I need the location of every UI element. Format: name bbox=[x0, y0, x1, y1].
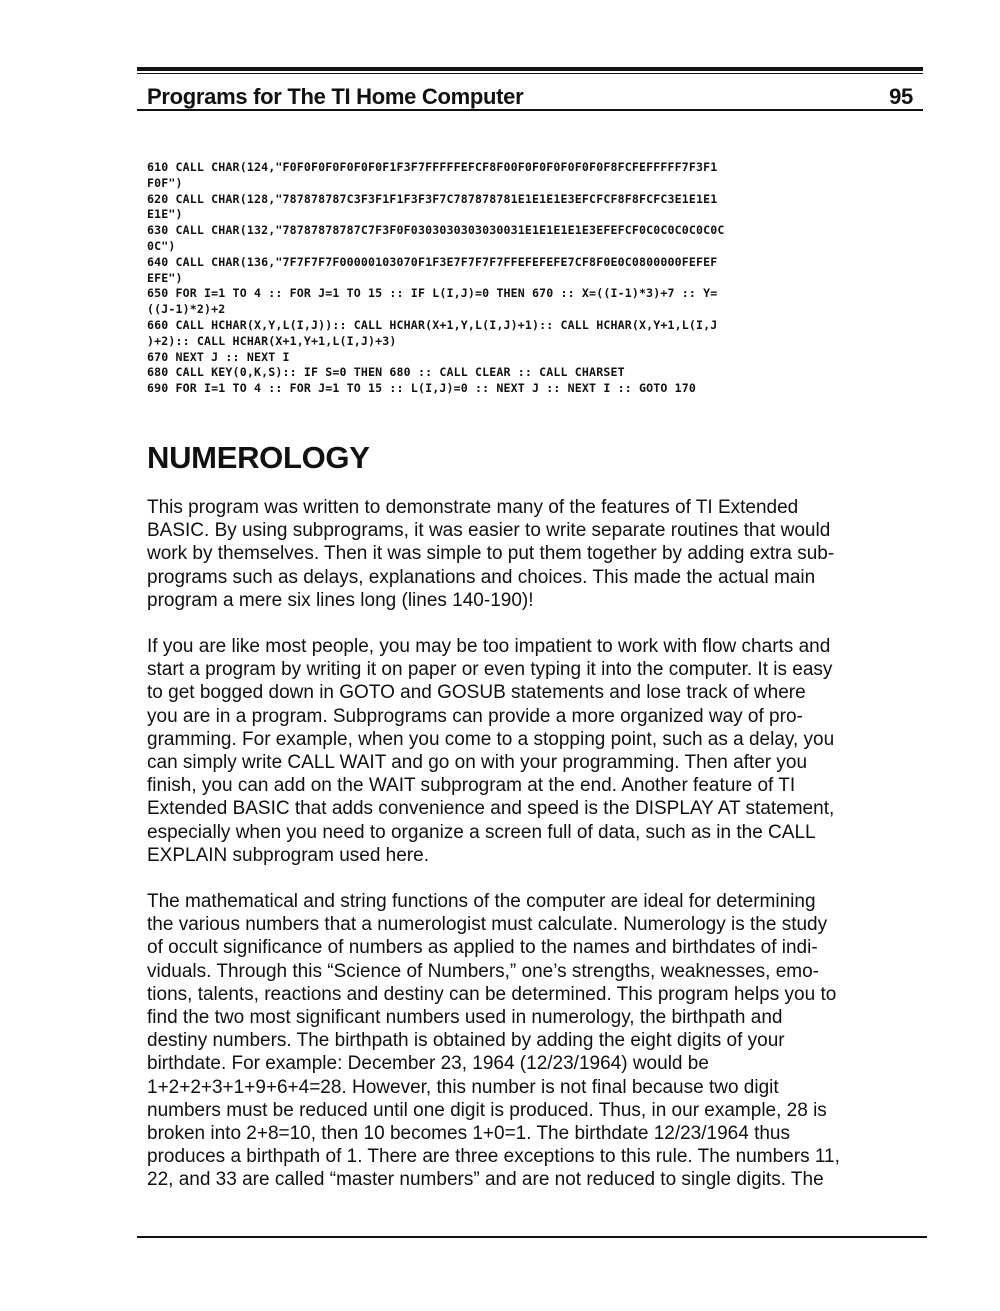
code-line: 640 CALL CHAR(136,"7F7F7F7F00000103070F1F3E7F7F7F7FFEFEFEFE7CF8F0E0C0800000FEFEF bbox=[147, 254, 718, 269]
paragraph-line: of occult significance of numbers as applied to the names and birthdates of indi- bbox=[147, 937, 818, 959]
paragraph-line: produces a birthpath of 1. There are three exceptions to this rule. The numbers 11, bbox=[147, 1146, 840, 1168]
paragraph-line: 22, and 33 are called “master numbers” and are not reduced to single digits. The bbox=[147, 1169, 824, 1191]
paragraph-line: numbers must be reduced until one digit is produced. Thus, in our example, 28 is bbox=[147, 1099, 827, 1121]
paragraph-line: destiny numbers. The birthpath is obtained by adding the eight digits of your bbox=[147, 1030, 785, 1052]
footer-rule bbox=[137, 1236, 927, 1238]
paragraph-line: programs such as delays, explanations and choices. This made the actual main bbox=[147, 566, 816, 588]
code-line: 650 FOR I=1 TO 4 :: FOR J=1 TO 15 :: IF L(I,J)=0 THEN 670 :: X=((I-1)*3)+7 :: Y= bbox=[147, 286, 718, 301]
paragraph-line: broken into 2+8=10, then 10 becomes 1+0=1. The birthdate 12/23/1964 thus bbox=[147, 1123, 790, 1145]
header-rule bbox=[137, 67, 923, 71]
paragraph-line: birthdate. For example: December 23, 1964 (12/23/1964) would be bbox=[147, 1053, 709, 1075]
book-title: Programs for The TI Home Computer bbox=[147, 84, 524, 109]
running-header bbox=[147, 80, 913, 110]
code-line: 680 CALL KEY(0,K,S):: IF S=0 THEN 680 :: CALL CLEAR :: CALL CHARSET bbox=[147, 365, 625, 380]
code-line: E1E") bbox=[147, 207, 183, 222]
paragraph-line: work by themselves. Then it was simple to put them together by adding extra sub- bbox=[147, 543, 835, 565]
header-underline bbox=[137, 109, 923, 111]
paragraph-line: start a program by writing it on paper or even typing it into the computer. It is easy bbox=[147, 659, 833, 681]
paragraph-line: especially when you need to organize a screen full of data, such as in the CALL bbox=[147, 821, 816, 843]
paragraph-line: 1+2+2+3+1+9+6+4=28. However, this number is not final because two digit bbox=[147, 1076, 779, 1098]
page-number: 95 bbox=[889, 84, 913, 109]
paragraph bbox=[147, 890, 917, 1192]
paragraph-line: BASIC. By using subprograms, it was easier to write separate routines that would bbox=[147, 520, 831, 542]
code-line: 630 CALL CHAR(132,"78787878787C7F3F0F0303030303030031E1E1E1E1E3EFEFCF0C0C0C0C0C0C bbox=[147, 223, 725, 238]
code-listing bbox=[147, 160, 923, 397]
body-text bbox=[147, 496, 917, 1215]
code-line: 670 NEXT J :: NEXT I bbox=[147, 349, 290, 364]
paragraph-line: find the two most significant numbers used in numerology, the birthpath and bbox=[147, 1007, 783, 1029]
paragraph-line: program a mere six lines long (lines 140-190)! bbox=[147, 589, 534, 611]
header-rule-thin bbox=[137, 73, 923, 74]
code-line: EFE") bbox=[147, 270, 183, 285]
code-line: ((J-1)*2)+2 bbox=[147, 302, 226, 317]
paragraph-line: finish, you can add on the WAIT subprogram at the end. Another feature of TI bbox=[147, 775, 796, 797]
code-line: 690 FOR I=1 TO 4 :: FOR J=1 TO 15 :: L(I,J)=0 :: NEXT J :: NEXT I :: GOTO 170 bbox=[147, 381, 697, 396]
code-line: 620 CALL CHAR(128,"787878787C3F3F1F1F3F3F7C787878781E1E1E1E3EFCFCF8F8FCFC3E1E1E1 bbox=[147, 191, 718, 206]
paragraph-line: tions, talents, reactions and destiny can be determined. This program helps you to bbox=[147, 983, 837, 1005]
code-line: )+2):: CALL HCHAR(X+1,Y+1,L(I,J)+3) bbox=[147, 333, 397, 348]
paragraph-line: gramming. For example, when you come to a stopping point, such as a delay, you bbox=[147, 728, 835, 750]
code-line: F0F") bbox=[147, 175, 183, 190]
paragraph-line: Extended BASIC that adds convenience and speed is the DISPLAY AT statement, bbox=[147, 798, 835, 820]
paragraph bbox=[147, 496, 917, 612]
paragraph-line: This program was written to demonstrate many of the features of TI Extended bbox=[147, 497, 799, 518]
code-line: 0C") bbox=[147, 238, 176, 253]
paragraph-line: The mathematical and string functions of the computer are ideal for determining bbox=[147, 891, 816, 913]
code-line: 660 CALL HCHAR(X,Y,L(I,J)):: CALL HCHAR(X+1,Y,L(I,J)+1):: CALL HCHAR(X,Y+1,L(I,J bbox=[147, 317, 718, 332]
paragraph-line: the various numbers that a numerologist must calculate. Numerology is the study bbox=[147, 914, 828, 936]
section-title: NUMEROLOGY bbox=[147, 440, 370, 475]
paragraph-line: EXPLAIN subprogram used here. bbox=[147, 844, 429, 866]
paragraph-line: to get bogged down in GOTO and GOSUB statements and lose track of where bbox=[147, 682, 806, 704]
paragraph-line: can simply write CALL WAIT and go on with your programming. Then after you bbox=[147, 752, 808, 774]
paragraph-line: viduals. Through this “Science of Numbers,” one’s strengths, weaknesses, emo- bbox=[147, 960, 820, 982]
code-line: 610 CALL CHAR(124,"F0F0F0F0F0F0F0F1F3F7FFFFFEFCF8F00F0F0F0F0F0F0F8FCFEFFFFF7F3F1 bbox=[147, 160, 718, 174]
paragraph-line: you are in a program. Subprograms can provide a more organized way of pro- bbox=[147, 705, 803, 727]
paragraph-line: If you are like most people, you may be too impatient to work with flow charts and bbox=[147, 636, 831, 658]
paragraph bbox=[147, 635, 917, 867]
